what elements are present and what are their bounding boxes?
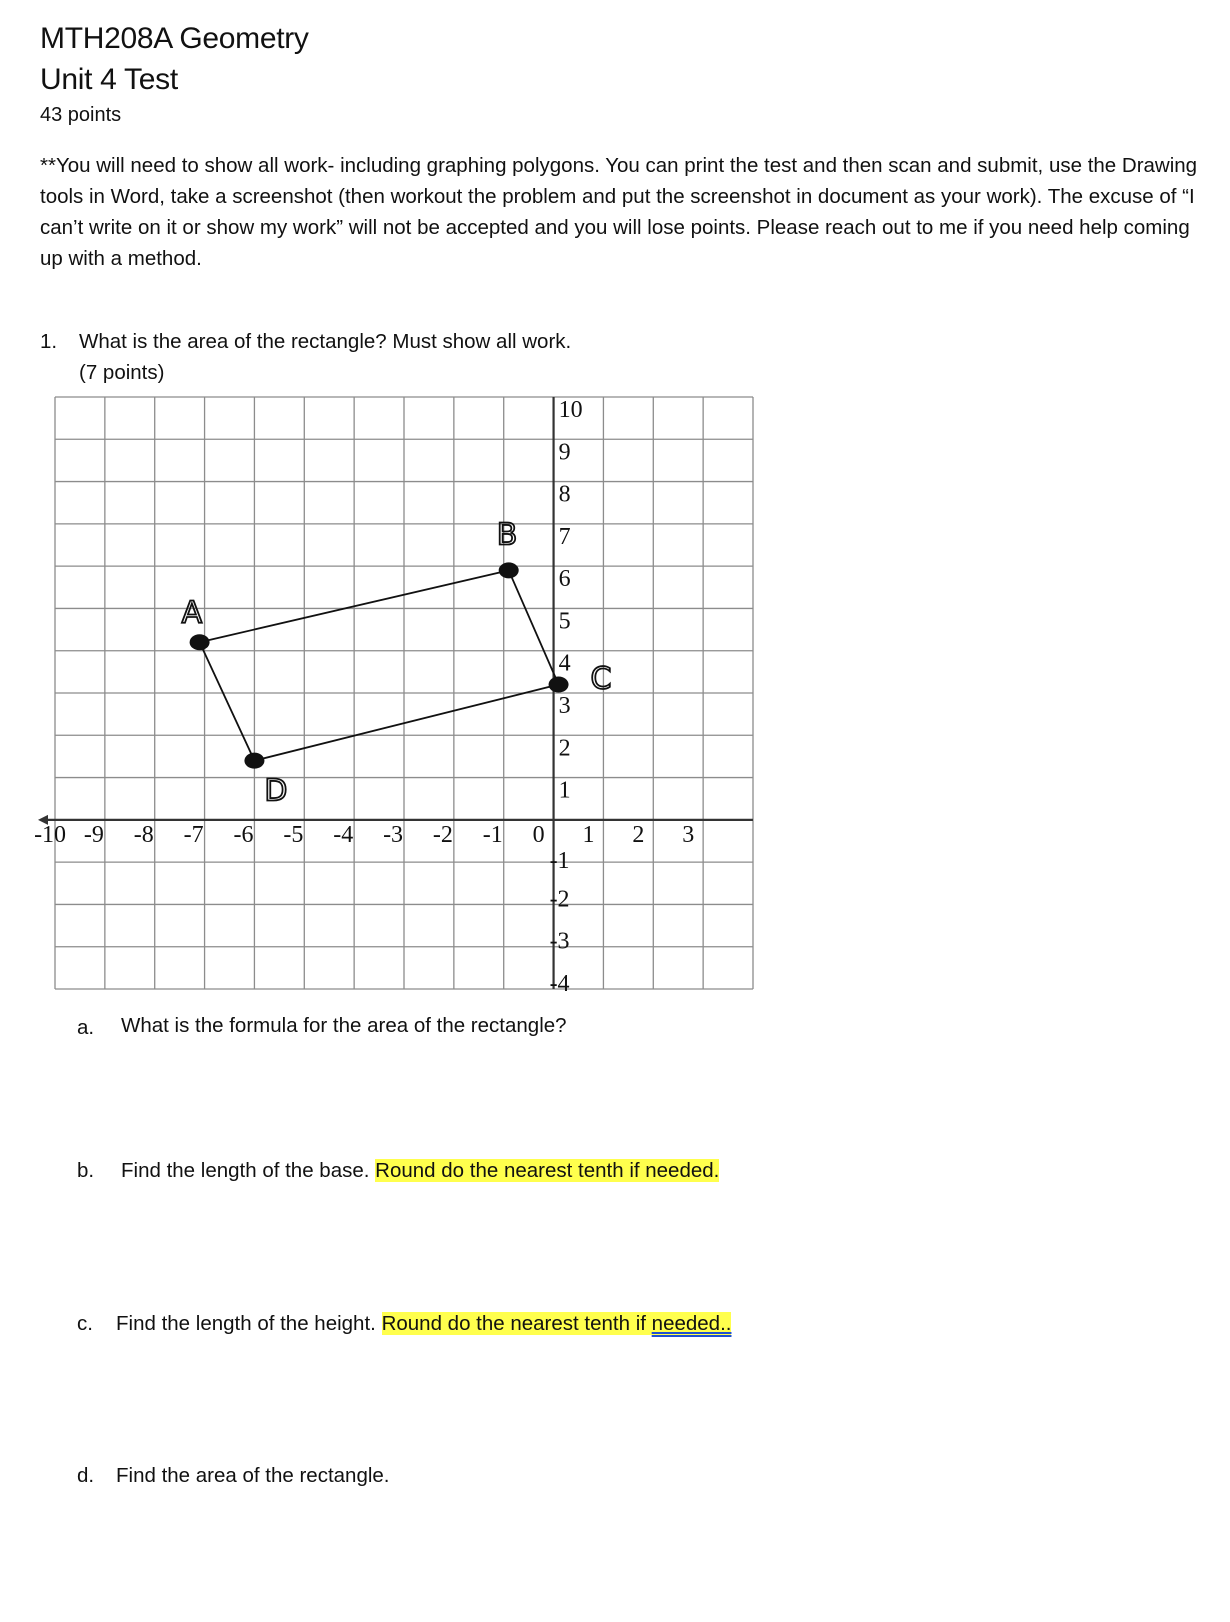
y-tick-label: 2 xyxy=(558,735,571,762)
rectangle-drawing xyxy=(190,562,569,768)
y-tick-label: 6 xyxy=(558,566,571,593)
x-tick-label: 3 xyxy=(682,821,695,848)
y-tick-label: 4 xyxy=(558,650,571,677)
x-tick-label: 1 xyxy=(582,821,595,848)
part-b-question: Find the length of the base. xyxy=(121,1159,376,1182)
x-tick-label: -2 xyxy=(432,821,453,848)
x-tick-label: -9 xyxy=(83,821,104,848)
x-tick-label: -6 xyxy=(233,821,254,848)
part-c-letter: c. xyxy=(77,1312,93,1335)
y-tick-label: -4 xyxy=(549,971,570,997)
y-tick-label: 10 xyxy=(558,397,583,423)
part-a-letter: a. xyxy=(77,1016,95,1039)
vertex-label-b: B xyxy=(496,517,518,553)
total-points: 43 points xyxy=(40,104,122,126)
course-title: MTH208A Geometry xyxy=(40,22,309,55)
part-b-highlight: Round do the nearest tenth if needed. xyxy=(375,1159,720,1182)
vertex-label-a: A xyxy=(181,595,203,631)
question-points: (7 points) xyxy=(79,361,165,384)
test-title: Unit 4 Test xyxy=(40,63,178,96)
x-tick-label: 0 xyxy=(532,821,545,848)
vertex-point-c xyxy=(549,677,569,693)
instructions: **You will need to show all work- including graphing polygons. You can print the test and then scan and submit, use the Drawing tools in Word, take a screenshot (then workout the problem and put the screenshot in document as your work). The excuse of “I can’t write on it or show my work” will not be accepted and you will lose points. Please reach out to me if you need help coming up with a method. xyxy=(40,154,1198,270)
x-tick-label: -1 xyxy=(482,821,503,848)
part-d-letter: d. xyxy=(77,1464,95,1487)
vertex-point-d xyxy=(244,753,264,769)
vertex-point-a xyxy=(190,634,210,650)
x-tick-label: -3 xyxy=(383,821,404,848)
part-a-text: What is the formula for the area of the rectangle? xyxy=(121,1014,567,1037)
vertex-point-b xyxy=(499,562,519,578)
part-c-highlight-needed: needed.. xyxy=(651,1312,732,1335)
graph-grid xyxy=(55,397,753,989)
part-b-text xyxy=(121,1159,719,1183)
vertex-label-c: C xyxy=(590,661,612,697)
x-tick-label: -4 xyxy=(333,821,354,848)
y-tick-label: 3 xyxy=(558,693,571,719)
x-tick-label: 2 xyxy=(632,821,645,848)
x-tick-label: -7 xyxy=(183,821,204,848)
vertex-label-d: D xyxy=(264,773,288,809)
y-tick-label: -1 xyxy=(549,848,570,875)
y-tick-label: 8 xyxy=(558,481,571,508)
part-d-text: Find the area of the rectangle. xyxy=(116,1464,390,1487)
graph-tick-labels xyxy=(34,397,694,997)
x-tick-label: -10 xyxy=(34,821,67,848)
y-tick-label: 1 xyxy=(558,777,571,804)
question-text: What is the area of the rectangle? Must show all work. xyxy=(79,330,572,353)
y-tick-label: 9 xyxy=(558,439,571,466)
x-tick-label: -5 xyxy=(283,821,304,848)
y-tick-label: 7 xyxy=(558,523,571,550)
question-number: 1. xyxy=(40,330,58,353)
part-c-question: Find the length of the height. xyxy=(116,1312,382,1335)
part-c-text xyxy=(116,1312,731,1336)
x-tick-label: -8 xyxy=(133,821,154,848)
y-tick-label: -3 xyxy=(549,928,570,955)
part-b-letter: b. xyxy=(77,1159,95,1182)
rectangle-outline xyxy=(200,570,559,760)
part-c-highlight: Round do the nearest tenth if xyxy=(381,1312,652,1335)
y-tick-label: -2 xyxy=(549,886,570,913)
y-tick-label: 5 xyxy=(558,608,571,635)
